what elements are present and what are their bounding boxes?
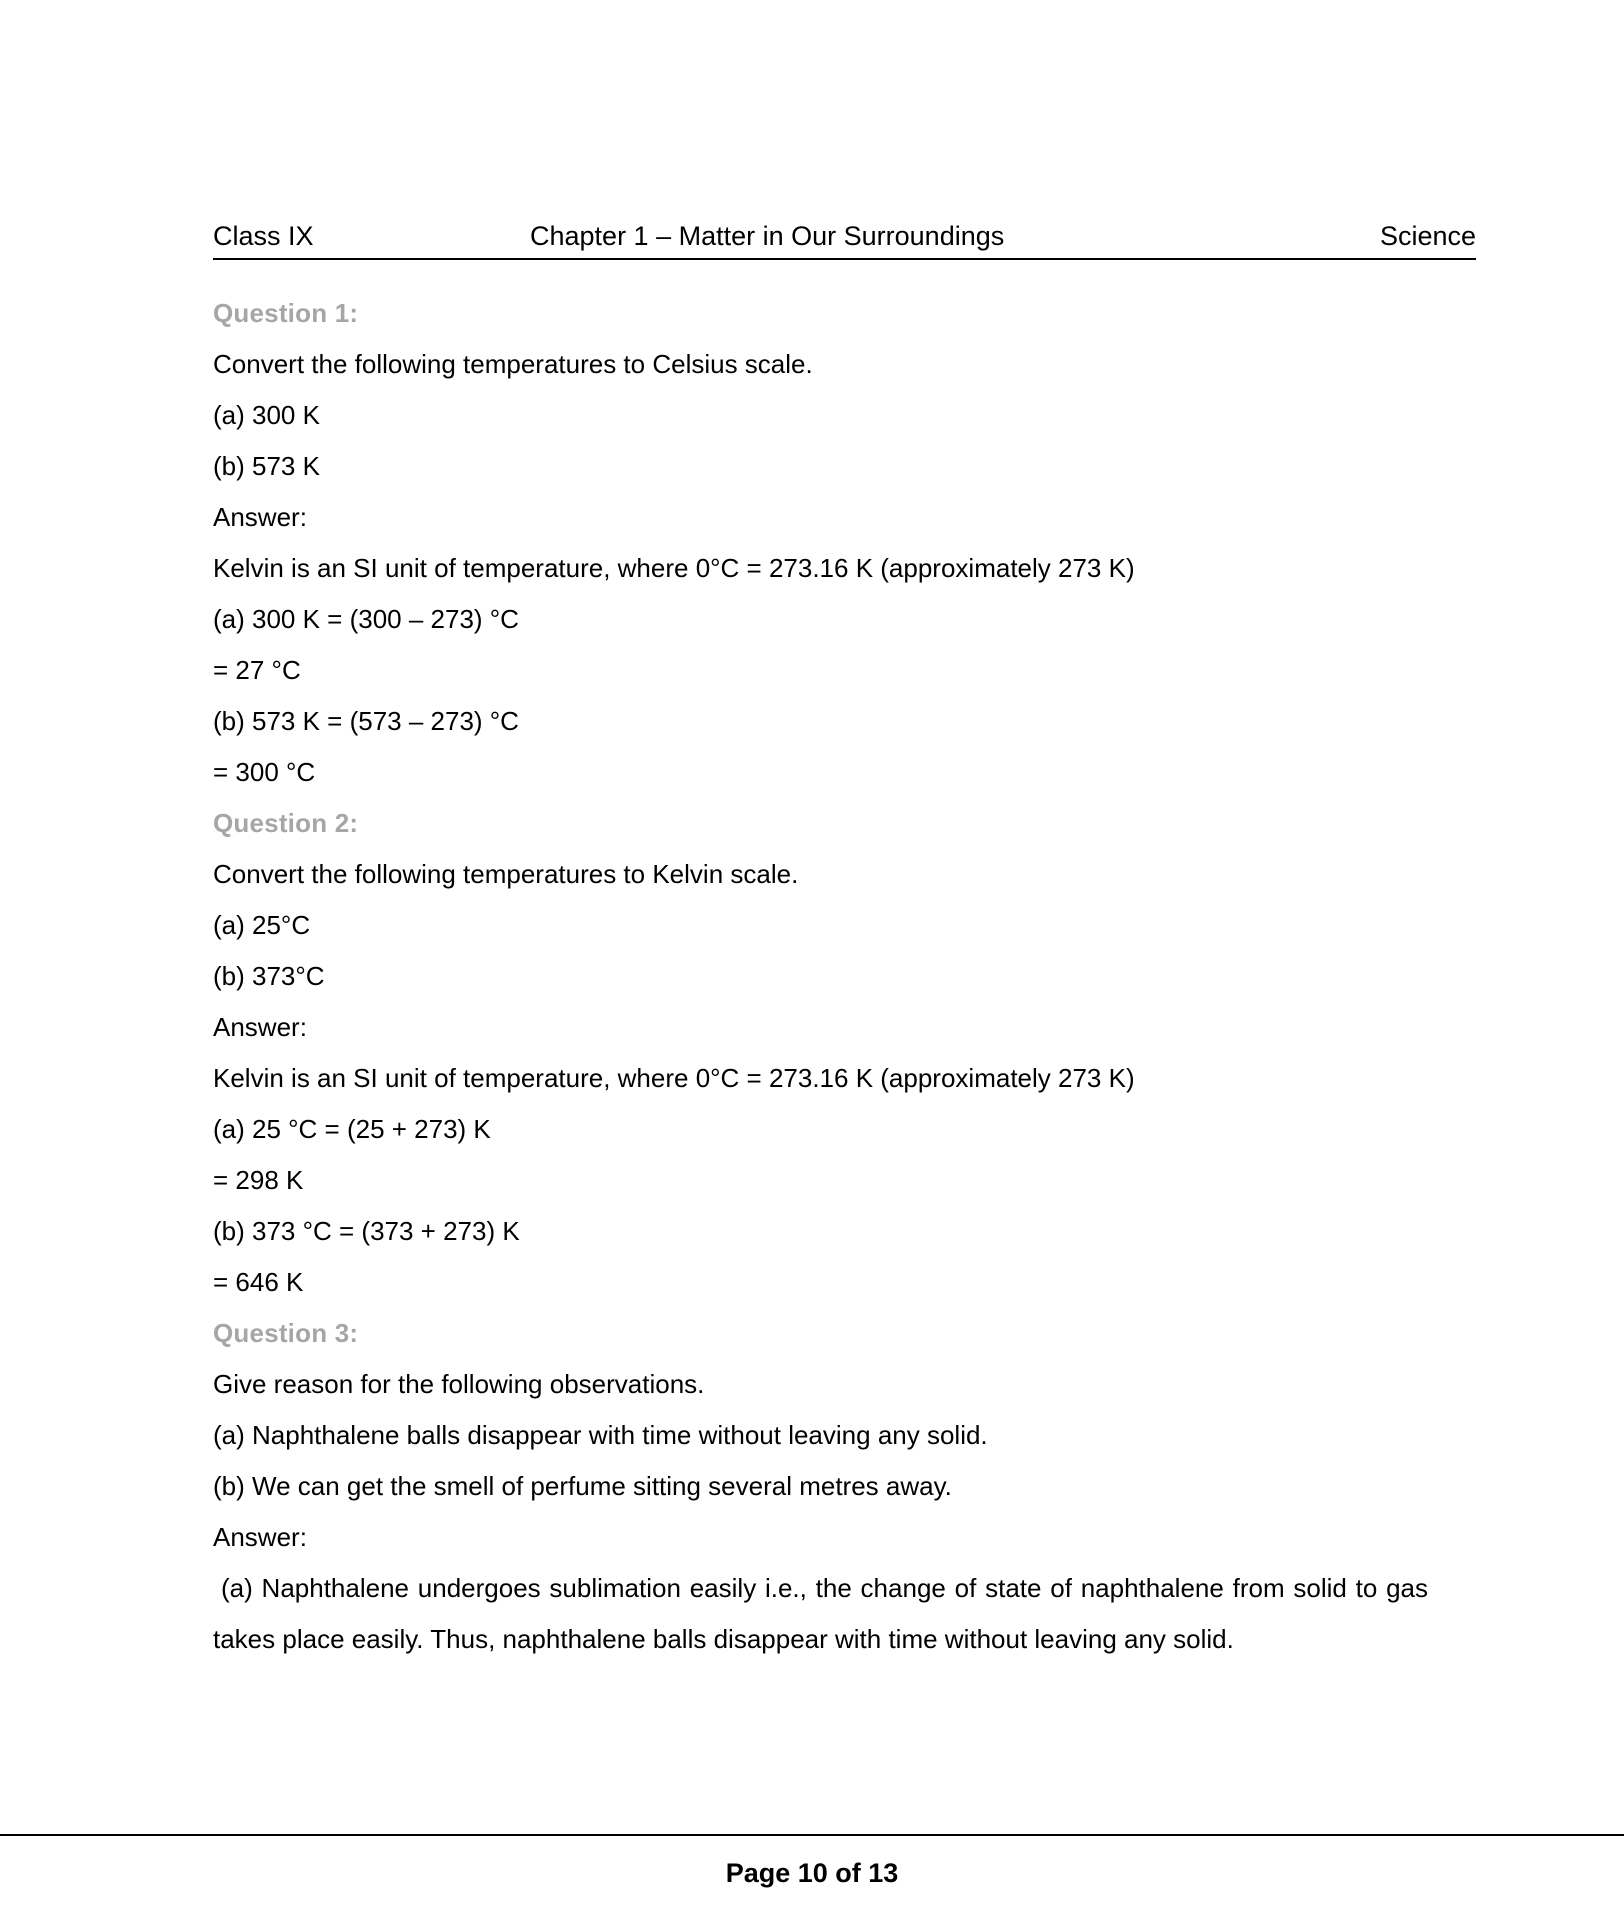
question-heading-1: Question 1: xyxy=(213,298,359,328)
question-heading-2: Question 2: xyxy=(213,808,359,838)
header-class-label: Class IX xyxy=(213,221,314,251)
answer-paragraph: (a) Naphthalene undergoes sublimation easily i.e., the change of state of naphthalene from solid to gas takes place easily. Thus, naphthalene balls disappear with time without leaving any solid. xyxy=(213,1573,1428,1654)
question-line: Convert the following temperatures to Kelvin scale. xyxy=(213,859,799,889)
question-block-2 xyxy=(213,798,1428,1308)
footer-divider xyxy=(0,1834,1624,1836)
page-header xyxy=(213,222,1476,260)
answer-line: (b) 373 °C = (373 + 273) K xyxy=(213,1216,520,1246)
answer-line: Kelvin is an SI unit of temperature, where 0°C = 273.16 K (approximately 273 K) xyxy=(213,553,1135,583)
answer-line: Kelvin is an SI unit of temperature, where 0°C = 273.16 K (approximately 273 K) xyxy=(213,1063,1135,1093)
answer-line: = 27 °C xyxy=(213,655,301,685)
header-subject-label: Science xyxy=(1379,221,1476,251)
answer-label: Answer: xyxy=(213,502,307,532)
answer-label: Answer: xyxy=(213,1012,307,1042)
question-heading-3: Question 3: xyxy=(213,1318,359,1348)
answer-line: (b) 573 K = (573 – 273) °C xyxy=(213,706,519,736)
question-line: (a) Naphthalene balls disappear with time without leaving any solid. xyxy=(213,1420,988,1450)
question-line: (a) 300 K xyxy=(213,400,320,430)
answer-line: (a) 25 °C = (25 + 273) K xyxy=(213,1114,491,1144)
question-line: (b) 373°C xyxy=(213,961,325,991)
page-number-label: Page 10 of 13 xyxy=(725,1858,899,1888)
question-line: Give reason for the following observations. xyxy=(213,1369,705,1399)
answer-line: = 300 °C xyxy=(213,757,316,787)
question-line: (b) We can get the smell of perfume sitting several metres away. xyxy=(213,1471,952,1501)
answer-line: (a) 300 K = (300 – 273) °C xyxy=(213,604,519,634)
answer-label: Answer: xyxy=(213,1522,307,1552)
document-body xyxy=(213,288,1428,1665)
answer-line: = 298 K xyxy=(213,1165,304,1195)
question-block-3 xyxy=(213,1308,1428,1665)
question-line: (b) 573 K xyxy=(213,451,320,481)
header-chapter-title: Chapter 1 – Matter in Our Surroundings xyxy=(530,221,1005,251)
question-line: (a) 25°C xyxy=(213,910,311,940)
answer-line: = 646 K xyxy=(213,1267,304,1297)
question-line: Convert the following temperatures to Celsius scale. xyxy=(213,349,813,379)
question-block-1 xyxy=(213,288,1428,798)
